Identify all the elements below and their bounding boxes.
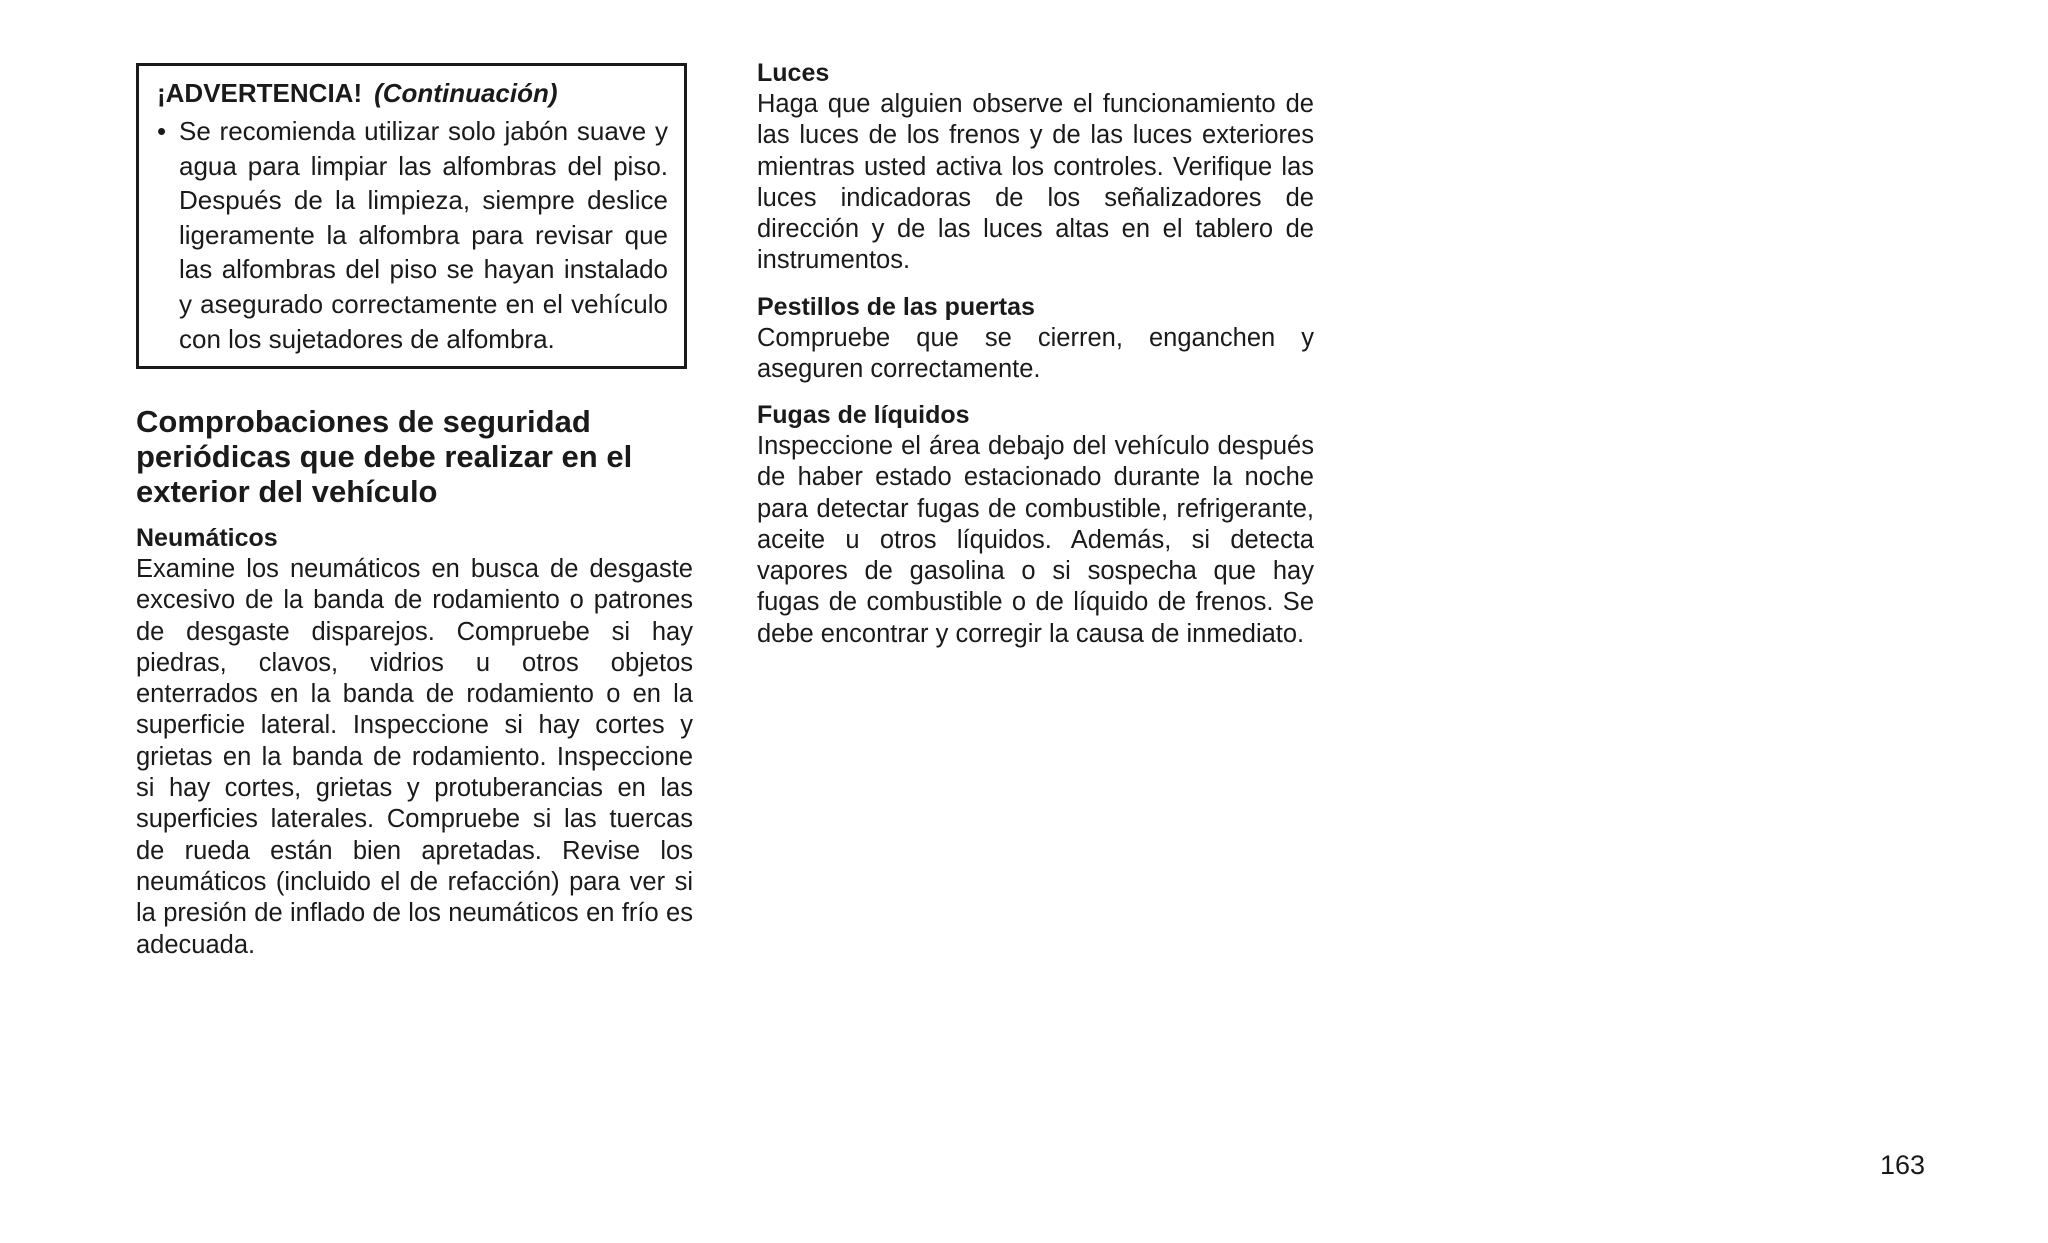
neumaticos-text: Examine los neumáticos en busca de desgaste excesivo de la banda de rodamiento o patrones de desgaste disparejos. Compruebe si hay piedras, clavos, vidrios u otros objetos enterrados en la banda de rodamiento o en la superficie lateral. Inspeccione si hay cortes y grietas en la banda de rodamiento. Inspeccione si hay cortes, grietas y protuberancias en las superficies laterales. Compruebe si las tuercas de rueda están bien apretadas. Revise los neumáticos (incluido el de refacción) para ver si la presión de inflado de los neumáticos en frío es adecuada. — [136, 555, 693, 959]
luces-text: Haga que alguien observe el funcionamiento de las luces de los frenos y de las luces exteriores mientras usted activa los controles. Verifique las luces indicadoras de los señalizadores de dirección y de las luces altas en el tablero de instrumentos. — [757, 90, 1314, 275]
luces-block — [757, 58, 1314, 277]
luces-heading: Luces — [757, 59, 830, 87]
pestillos-text: Compruebe que se cierren, enganchen y aseguren correctamente. — [757, 324, 1314, 384]
section-heading: Comprobaciones de seguridad periódicas que debe realizar en el exterior del vehículo — [136, 404, 633, 509]
pestillos-heading: Pestillos de las puertas — [757, 293, 1035, 321]
page-number: 163 — [1880, 1150, 1926, 1180]
pestillos-block — [757, 292, 1314, 386]
fugas-block — [757, 400, 1314, 650]
warning-bullet-text: Se recomienda utilizar solo jabón suave y agua para limpiar las alfombras del piso. Después de la limpieza, siempre deslice ligeramente la alfombra para revisar que las alfombras del piso se hayan instalado y asegurado correctamente en el vehículo con los sujetadores de alfombra. — [179, 116, 668, 354]
warning-bullet-item — [157, 114, 668, 356]
warning-box — [136, 63, 687, 369]
warning-label: ¡ADVERTENCIA! — [157, 78, 363, 108]
fugas-text: Inspeccione el área debajo del vehículo después de haber estado estacionado durante la noche para detectar fugas de combustible, refrigerante, aceite u otros líquidos. Además, si detecta vapores de gasolina o si sospecha que hay fugas de combustible o de líquido de frenos. Se debe encontrar y corregir la causa de inmediato. — [757, 432, 1314, 648]
warning-title — [157, 78, 668, 108]
neumaticos-block — [136, 523, 693, 961]
neumaticos-heading: Neumáticos — [136, 524, 278, 552]
fugas-heading: Fugas de líquidos — [757, 401, 970, 429]
warning-continuation: (Continuación) — [374, 78, 558, 108]
bullet-icon: • — [157, 116, 167, 146]
